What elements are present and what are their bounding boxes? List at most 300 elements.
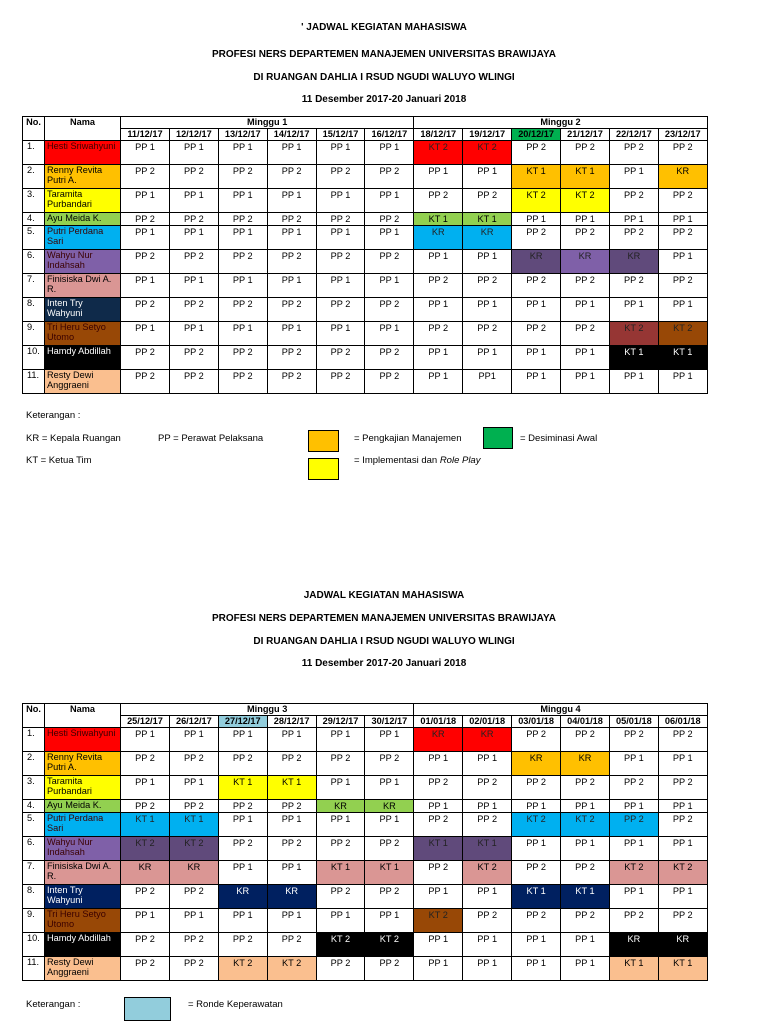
table-row (23, 298, 708, 322)
schedule-cell: PP 1 (561, 837, 610, 861)
schedule-cell: PP 1 (169, 322, 218, 346)
student-name: Taramita Purbandari (45, 776, 121, 800)
header-row-dates (23, 716, 708, 728)
schedule-cell: PP 1 (267, 909, 316, 933)
date-header: 03/01/18 (512, 716, 561, 728)
student-name: Resty Dewi Anggraeni (45, 957, 121, 981)
header-week-b: Minggu 2 (414, 117, 707, 129)
schedule-cell: PP 1 (365, 776, 414, 800)
schedule-cell: PP 1 (609, 837, 658, 861)
schedule-cell: KR (512, 250, 561, 274)
schedule-cell: KR (414, 728, 463, 752)
location-title-1: DI RUANGAN DAHLIA I RSUD NGUDI WALUYO WLINGI (253, 72, 515, 83)
schedule-cell: KT 2 (414, 141, 463, 165)
schedule-cell: KT 1 (218, 776, 267, 800)
schedule-cell: PP 1 (609, 213, 658, 226)
schedule-cell: PP 2 (365, 213, 414, 226)
schedule-title-1: ' JADWAL KEGIATAN MAHASISWA (301, 22, 467, 33)
schedule-cell: KT 1 (463, 213, 512, 226)
schedule-cell: PP 1 (316, 728, 365, 752)
schedule-cell: PP 1 (316, 909, 365, 933)
table-row (23, 933, 708, 957)
schedule-cell: PP 1 (658, 213, 707, 226)
schedule-cell: PP 1 (512, 933, 561, 957)
schedule-cell: PP 1 (658, 370, 707, 394)
schedule-cell: PP 1 (121, 776, 170, 800)
schedule-cell: PP 1 (609, 752, 658, 776)
schedule-cell: PP 1 (121, 226, 170, 250)
schedule-cell: PP 2 (609, 189, 658, 213)
schedule-cell: KT 1 (414, 837, 463, 861)
schedule-cell: PP 2 (218, 837, 267, 861)
schedule-cell: PP 2 (316, 957, 365, 981)
row-number: 4. (23, 800, 45, 813)
schedule-cell: PP 1 (463, 957, 512, 981)
period-title-1: 11 Desember 2017-20 Januari 2018 (301, 94, 467, 105)
schedule-cell: PP 2 (218, 800, 267, 813)
schedule-cell: KT 2 (463, 141, 512, 165)
row-number: 8. (23, 298, 45, 322)
schedule-cell: KT 2 (169, 837, 218, 861)
schedule-cell: PP 1 (267, 189, 316, 213)
student-name: Hamdy Abdillah (45, 933, 121, 957)
date-header: 16/12/17 (365, 129, 414, 141)
schedule-cell: PP 1 (609, 298, 658, 322)
schedule-cell: PP 1 (512, 957, 561, 981)
schedule-cell: PP 2 (512, 226, 561, 250)
row-number: 11. (23, 370, 45, 394)
schedule-cell: KT 2 (218, 957, 267, 981)
schedule-cell: PP 2 (316, 250, 365, 274)
schedule-cell: PP 1 (561, 933, 610, 957)
schedule-cell: KR (218, 885, 267, 909)
schedule-cell: PP 2 (267, 298, 316, 322)
table-row (23, 322, 708, 346)
date-header: 22/12/17 (609, 129, 658, 141)
schedule-cell: PP 1 (463, 346, 512, 370)
legend-kr: KR = Kepala Ruangan (26, 433, 121, 444)
schedule-cell: PP 2 (218, 250, 267, 274)
date-header: 12/12/17 (169, 129, 218, 141)
schedule-cell: PP 2 (267, 370, 316, 394)
schedule-cell: PP 1 (218, 728, 267, 752)
table-row (23, 837, 708, 861)
schedule-cell: PP 1 (267, 274, 316, 298)
schedule-cell: KT 1 (267, 776, 316, 800)
schedule-cell: PP 1 (414, 346, 463, 370)
schedule-cell: PP 2 (365, 250, 414, 274)
schedule-cell: PP 1 (414, 165, 463, 189)
schedule-cell: PP 2 (218, 165, 267, 189)
schedule-cell: PP 2 (414, 274, 463, 298)
schedule-cell: PP 2 (561, 226, 610, 250)
schedule-cell: PP 1 (609, 165, 658, 189)
schedule-cell: KT 1 (658, 957, 707, 981)
schedule-cell: PP 1 (463, 800, 512, 813)
row-number: 9. (23, 909, 45, 933)
schedule-cell: KR (609, 933, 658, 957)
schedule-cell: PP 2 (267, 800, 316, 813)
legend-desiminasi: = Desiminasi Awal (520, 433, 598, 444)
schedule-cell: PP 1 (365, 728, 414, 752)
date-header: 30/12/17 (365, 716, 414, 728)
schedule-cell: PP 1 (267, 141, 316, 165)
schedule-cell: PP 1 (561, 370, 610, 394)
date-header: 26/12/17 (169, 716, 218, 728)
date-header: 02/01/18 (463, 716, 512, 728)
schedule-cell: KR (561, 752, 610, 776)
row-number: 7. (23, 274, 45, 298)
row-number: 3. (23, 776, 45, 800)
schedule-cell: PP 1 (218, 909, 267, 933)
date-header: 23/12/17 (658, 129, 707, 141)
schedule-cell: KT 1 (121, 813, 170, 837)
schedule-cell: PP 1 (121, 141, 170, 165)
schedule-cell: PP 1 (463, 752, 512, 776)
schedule-cell: KR (658, 933, 707, 957)
table-row (23, 861, 708, 885)
schedule-cell: PP 1 (316, 274, 365, 298)
schedule-cell: KT 2 (121, 837, 170, 861)
schedule-cell: PP 2 (267, 165, 316, 189)
header-row-dates (23, 129, 708, 141)
schedule-cell: PP 2 (267, 933, 316, 957)
schedule-cell: PP 2 (121, 885, 170, 909)
schedule-cell: PP 1 (121, 274, 170, 298)
schedule-cell: PP 2 (463, 274, 512, 298)
schedule-cell: PP 2 (218, 298, 267, 322)
schedule-cell: PP 1 (512, 837, 561, 861)
schedule-cell: KT 2 (365, 933, 414, 957)
schedule-cell: PP 1 (316, 322, 365, 346)
schedule-cell: PP 1 (365, 141, 414, 165)
schedule-cell: PP 1 (169, 909, 218, 933)
table-row (23, 165, 708, 189)
row-number: 5. (23, 813, 45, 837)
schedule-cell: PP 1 (121, 728, 170, 752)
schedule-cell: PP 1 (218, 861, 267, 885)
swatch-orange (308, 430, 339, 452)
schedule-cell: PP 1 (414, 752, 463, 776)
schedule-cell: KT 2 (316, 933, 365, 957)
schedule-cell: PP 2 (365, 885, 414, 909)
schedule-cell: KT 1 (414, 213, 463, 226)
schedule-cell: PP 2 (463, 776, 512, 800)
legend-implementasi: = Implementasi dan Role Play (354, 455, 481, 466)
schedule-cell: PP 1 (121, 909, 170, 933)
schedule-cell: PP 2 (609, 728, 658, 752)
schedule-cell: PP 1 (169, 728, 218, 752)
schedule-cell: PP 1 (414, 370, 463, 394)
schedule-cell: PP 2 (267, 213, 316, 226)
schedule-cell: PP 1 (512, 213, 561, 226)
table-row (23, 346, 708, 370)
date-header: 20/12/17 (512, 129, 561, 141)
header-nama: Nama (45, 117, 121, 141)
schedule-cell: PP 1 (267, 226, 316, 250)
date-header: 04/01/18 (561, 716, 610, 728)
schedule-cell: PP 1 (463, 933, 512, 957)
schedule-cell: PP 1 (658, 837, 707, 861)
row-number: 10. (23, 346, 45, 370)
student-name: Wahyu Nur Indahsah (45, 837, 121, 861)
schedule-cell: PP 1 (463, 885, 512, 909)
schedule-cell: PP 1 (512, 346, 561, 370)
row-number: 7. (23, 861, 45, 885)
row-number: 11. (23, 957, 45, 981)
schedule-cell: PP 2 (463, 909, 512, 933)
schedule-cell: PP 2 (218, 370, 267, 394)
schedule-cell: KR (365, 800, 414, 813)
date-header: 18/12/17 (414, 129, 463, 141)
schedule-cell: PP 1 (561, 213, 610, 226)
schedule-cell: PP 1 (121, 189, 170, 213)
date-header: 11/12/17 (121, 129, 170, 141)
schedule-cell: KT 2 (658, 861, 707, 885)
row-number: 5. (23, 226, 45, 250)
table-row (23, 370, 708, 394)
schedule-cell: PP 2 (218, 213, 267, 226)
schedule-cell: PP 2 (414, 861, 463, 885)
schedule-cell: KT 1 (169, 813, 218, 837)
schedule-cell: PP 2 (512, 728, 561, 752)
student-name: Putri Perdana Sari (45, 813, 121, 837)
schedule-cell: PP 1 (658, 298, 707, 322)
schedule-cell: PP 2 (609, 776, 658, 800)
schedule-cell: PP 1 (218, 274, 267, 298)
row-number: 2. (23, 752, 45, 776)
schedule-cell: PP 2 (169, 933, 218, 957)
schedule-cell: PP 1 (414, 933, 463, 957)
schedule-cell: KR (414, 226, 463, 250)
schedule-cell: PP 1 (316, 141, 365, 165)
schedule-cell: PP 1 (658, 800, 707, 813)
schedule-cell: PP 2 (121, 370, 170, 394)
student-name: Hamdy Abdillah (45, 346, 121, 370)
table-row (23, 885, 708, 909)
schedule-cell: KR (512, 752, 561, 776)
row-number: 2. (23, 165, 45, 189)
schedule-cell: KT 2 (609, 861, 658, 885)
legend-pp: PP = Perawat Pelaksana (158, 433, 264, 444)
schedule-cell: PP 2 (658, 728, 707, 752)
student-name: Inten Try Wahyuni (45, 885, 121, 909)
table-row (23, 728, 708, 752)
schedule-cell: KR (169, 861, 218, 885)
schedule-cell: PP 2 (512, 861, 561, 885)
date-header: 29/12/17 (316, 716, 365, 728)
row-number: 1. (23, 728, 45, 752)
schedule-cell: PP 1 (169, 226, 218, 250)
table-row (23, 776, 708, 800)
schedule-cell: PP1 (463, 370, 512, 394)
schedule-cell: PP 2 (512, 909, 561, 933)
schedule-cell: PP 1 (267, 813, 316, 837)
table-row (23, 752, 708, 776)
schedule-cell: PP 2 (512, 141, 561, 165)
schedule-cell: PP 1 (316, 226, 365, 250)
schedule-cell: PP 2 (561, 274, 610, 298)
row-number: 10. (23, 933, 45, 957)
schedule-cell: PP 1 (365, 322, 414, 346)
table-row (23, 813, 708, 837)
schedule-cell: PP 2 (561, 322, 610, 346)
schedule-cell: PP 2 (561, 728, 610, 752)
schedule-cell: PP 2 (218, 752, 267, 776)
schedule-cell: PP 2 (267, 346, 316, 370)
schedule-cell: PP 2 (561, 909, 610, 933)
schedule-cell: PP 2 (121, 957, 170, 981)
schedule-cell: PP 2 (658, 274, 707, 298)
student-name: Putri Perdana Sari (45, 226, 121, 250)
table-row (23, 250, 708, 274)
schedule-cell: PP 1 (463, 298, 512, 322)
schedule-cell: PP 2 (169, 885, 218, 909)
schedule-cell: PP 2 (218, 933, 267, 957)
schedule-cell: PP 2 (365, 370, 414, 394)
student-name: Resty Dewi Anggraeni (45, 370, 121, 394)
schedule-cell: KT 1 (561, 165, 610, 189)
row-number: 8. (23, 885, 45, 909)
schedule-cell: PP 2 (365, 957, 414, 981)
table-row (23, 800, 708, 813)
schedule-cell: KT 1 (512, 885, 561, 909)
schedule-cell: PP 1 (218, 322, 267, 346)
schedule-cell: KR (463, 728, 512, 752)
date-header: 19/12/17 (463, 129, 512, 141)
schedule-cell: PP 1 (561, 346, 610, 370)
schedule-cell: KT 2 (463, 861, 512, 885)
schedule-cell: PP 1 (609, 885, 658, 909)
header-no: No. (23, 704, 45, 728)
schedule-cell: PP 1 (463, 165, 512, 189)
schedule-cell: PP 2 (316, 752, 365, 776)
student-name: Tri Heru Setyo Utomo (45, 909, 121, 933)
schedule-cell: PP 1 (365, 909, 414, 933)
legend-ronde: = Ronde Keperawatan (188, 999, 283, 1010)
swatch-yellow (308, 458, 339, 480)
schedule-table-1 (22, 116, 708, 394)
schedule-cell: PP 1 (267, 861, 316, 885)
schedule-cell: PP 2 (316, 213, 365, 226)
schedule-cell: PP 1 (169, 776, 218, 800)
student-name: Hesti Sriwahyuni (45, 141, 121, 165)
schedule-cell: PP 2 (316, 370, 365, 394)
schedule-cell: PP 2 (365, 346, 414, 370)
schedule-cell: PP 1 (218, 813, 267, 837)
schedule-cell: PP 1 (561, 957, 610, 981)
schedule-cell: PP 1 (169, 189, 218, 213)
date-header: 25/12/17 (121, 716, 170, 728)
schedule-cell: PP 2 (121, 752, 170, 776)
legend-role-play: Role Play (439, 455, 481, 466)
schedule-cell: PP 2 (218, 346, 267, 370)
schedule-cell: PP 2 (512, 322, 561, 346)
student-name: Wahyu Nur Indahsah (45, 250, 121, 274)
student-name: Ayu Meida K. (45, 800, 121, 813)
schedule-cell: PP 2 (463, 189, 512, 213)
schedule-cell: PP 1 (561, 298, 610, 322)
schedule-cell: PP 2 (609, 226, 658, 250)
legend-pengkajian: = Pengkajian Manajemen (354, 433, 462, 444)
schedule-title-2: JADWAL KEGIATAN MAHASISWA (303, 590, 465, 601)
schedule-cell: KT 1 (658, 346, 707, 370)
schedule-cell: PP 2 (365, 837, 414, 861)
schedule-cell: KR (267, 885, 316, 909)
student-name: Taramita Purbandari (45, 189, 121, 213)
schedule-cell: PP 1 (512, 298, 561, 322)
schedule-cell: PP 2 (121, 250, 170, 274)
schedule-cell: PP 2 (121, 298, 170, 322)
schedule-cell: PP 1 (658, 885, 707, 909)
student-name: Inten Try Wahyuni (45, 298, 121, 322)
date-header: 01/01/18 (414, 716, 463, 728)
row-number: 4. (23, 213, 45, 226)
schedule-cell: PP 2 (658, 226, 707, 250)
schedule-cell: PP 1 (414, 298, 463, 322)
schedule-cell: KT 2 (414, 909, 463, 933)
schedule-cell: KT 1 (609, 957, 658, 981)
schedule-cell: KR (463, 226, 512, 250)
schedule-cell: PP 2 (169, 165, 218, 189)
header-week-a: Minggu 1 (121, 117, 414, 129)
schedule-cell: PP 1 (218, 189, 267, 213)
schedule-cell: KR (121, 861, 170, 885)
schedule-cell: PP 1 (218, 226, 267, 250)
location-title-2: DI RUANGAN DAHLIA I RSUD NGUDI WALUYO WLINGI (253, 636, 515, 647)
schedule-cell: KT 2 (267, 957, 316, 981)
schedule-cell: PP 1 (365, 274, 414, 298)
schedule-cell: PP 2 (169, 370, 218, 394)
schedule-cell: PP 1 (658, 752, 707, 776)
schedule-cell: PP 2 (414, 813, 463, 837)
schedule-cell: PP 1 (658, 250, 707, 274)
table-row (23, 189, 708, 213)
schedule-cell: KR (561, 250, 610, 274)
table-row (23, 909, 708, 933)
schedule-cell: PP 2 (463, 322, 512, 346)
header-row-weeks (23, 704, 708, 716)
header-nama: Nama (45, 704, 121, 728)
period-title-2: 11 Desember 2017-20 Januari 2018 (301, 658, 467, 669)
schedule-cell: PP 2 (267, 250, 316, 274)
schedule-cell: PP 2 (169, 250, 218, 274)
schedule-cell: KR (316, 800, 365, 813)
schedule-cell: PP 2 (267, 752, 316, 776)
schedule-cell: PP 2 (169, 346, 218, 370)
swatch-green (483, 427, 513, 449)
schedule-cell: PP 2 (658, 909, 707, 933)
schedule-cell: PP 1 (169, 274, 218, 298)
schedule-cell: PP 2 (169, 957, 218, 981)
schedule-cell: PP 1 (121, 322, 170, 346)
schedule-cell: PP 2 (561, 141, 610, 165)
row-number: 9. (23, 322, 45, 346)
header-week-a: Minggu 3 (121, 704, 414, 716)
table-row (23, 226, 708, 250)
student-name: Finisiska Dwi A. R. (45, 274, 121, 298)
date-header: 27/12/17 (218, 716, 267, 728)
schedule-cell: PP 2 (121, 933, 170, 957)
table-row (23, 274, 708, 298)
schedule-cell: PP 1 (561, 800, 610, 813)
schedule-cell: PP 1 (316, 189, 365, 213)
schedule-cell: PP 1 (316, 813, 365, 837)
schedule-cell: PP 1 (609, 800, 658, 813)
header-no: No. (23, 117, 45, 141)
table-row (23, 957, 708, 981)
schedule-cell: PP 1 (414, 800, 463, 813)
